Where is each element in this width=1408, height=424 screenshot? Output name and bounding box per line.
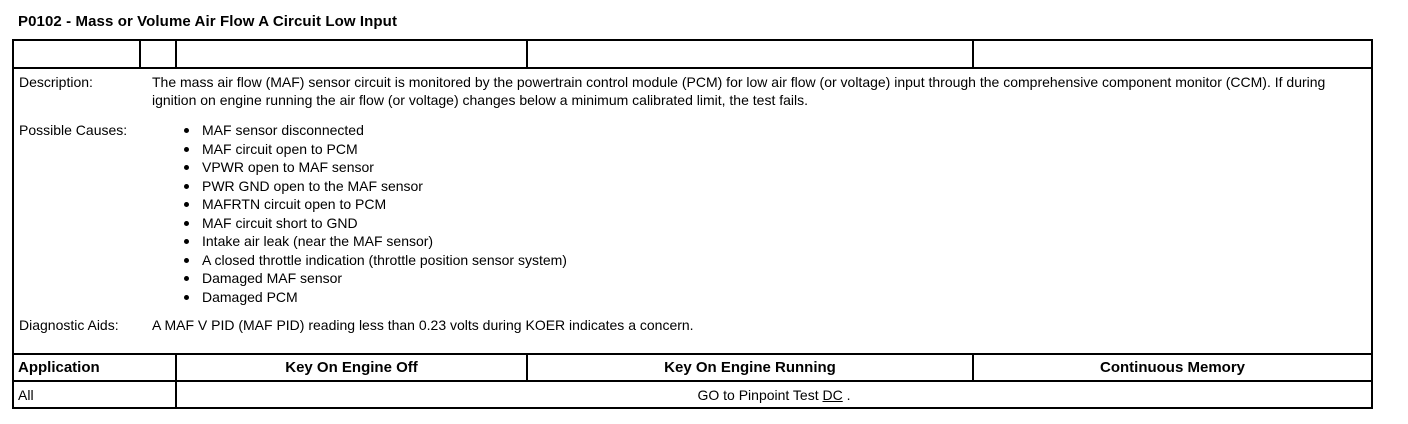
possible-causes-cell	[140, 117, 1372, 312]
blank-cell	[13, 40, 140, 68]
possible-causes-label: Possible Causes:	[13, 117, 140, 312]
action-suffix: .	[846, 386, 851, 403]
diagnostic-aids-label: Diagnostic Aids:	[13, 312, 140, 354]
page-title: P0102 - Mass or Volume Air Flow A Circuit Low Input	[18, 13, 398, 30]
blank-cell	[140, 40, 176, 68]
list-item: VPWR open to MAF sensor	[202, 158, 1361, 177]
blank-cell	[176, 40, 527, 68]
blank-cell	[527, 40, 973, 68]
column-header-application: Application	[13, 354, 176, 381]
table-row	[13, 381, 1372, 408]
action-prefix: GO to Pinpoint Test	[697, 386, 819, 403]
column-header-koer: Key On Engine Running	[527, 354, 973, 381]
diagnostic-aids-row	[13, 312, 1372, 354]
list-item: MAF circuit short to GND	[202, 214, 1361, 233]
possible-causes-list	[152, 121, 1361, 306]
list-item: Damaged MAF sensor	[202, 269, 1361, 288]
description-row	[13, 68, 1372, 117]
list-item: MAF sensor disconnected	[202, 121, 1361, 140]
list-item: A closed throttle indication (throttle position sensor system)	[202, 251, 1361, 270]
possible-causes-row	[13, 117, 1372, 312]
column-header-koeo: Key On Engine Off	[176, 354, 527, 381]
list-item: MAF circuit open to PCM	[202, 140, 1361, 159]
pinpoint-test-link[interactable]: DC	[822, 386, 843, 403]
description-label: Description:	[13, 68, 140, 117]
list-item: Intake air leak (near the MAF sensor)	[202, 232, 1361, 251]
action-cell	[176, 381, 1372, 408]
blank-cell	[973, 40, 1372, 68]
description-text: The mass air flow (MAF) sensor circuit is monitored by the powertrain control module (PCM) for low air flow (or voltage) input through the comprehensive component monitor (CCM). If during ignition on engine running the air flow (or voltage) changes below a minimum calibrated limit, the test fails.	[140, 68, 1372, 117]
diagnostic-aids-text: A MAF V PID (MAF PID) reading less than 0.23 volts during KOER indicates a concern.	[140, 312, 1372, 354]
list-item: Damaged PCM	[202, 288, 1361, 307]
list-item: MAFRTN circuit open to PCM	[202, 195, 1361, 214]
blank-header-row	[13, 40, 1372, 68]
list-item: PWR GND open to the MAF sensor	[202, 177, 1361, 196]
application-cell: All	[13, 381, 176, 408]
column-header-continuous-memory: Continuous Memory	[973, 354, 1372, 381]
column-header-row	[13, 354, 1372, 381]
dtc-table	[12, 39, 1373, 409]
